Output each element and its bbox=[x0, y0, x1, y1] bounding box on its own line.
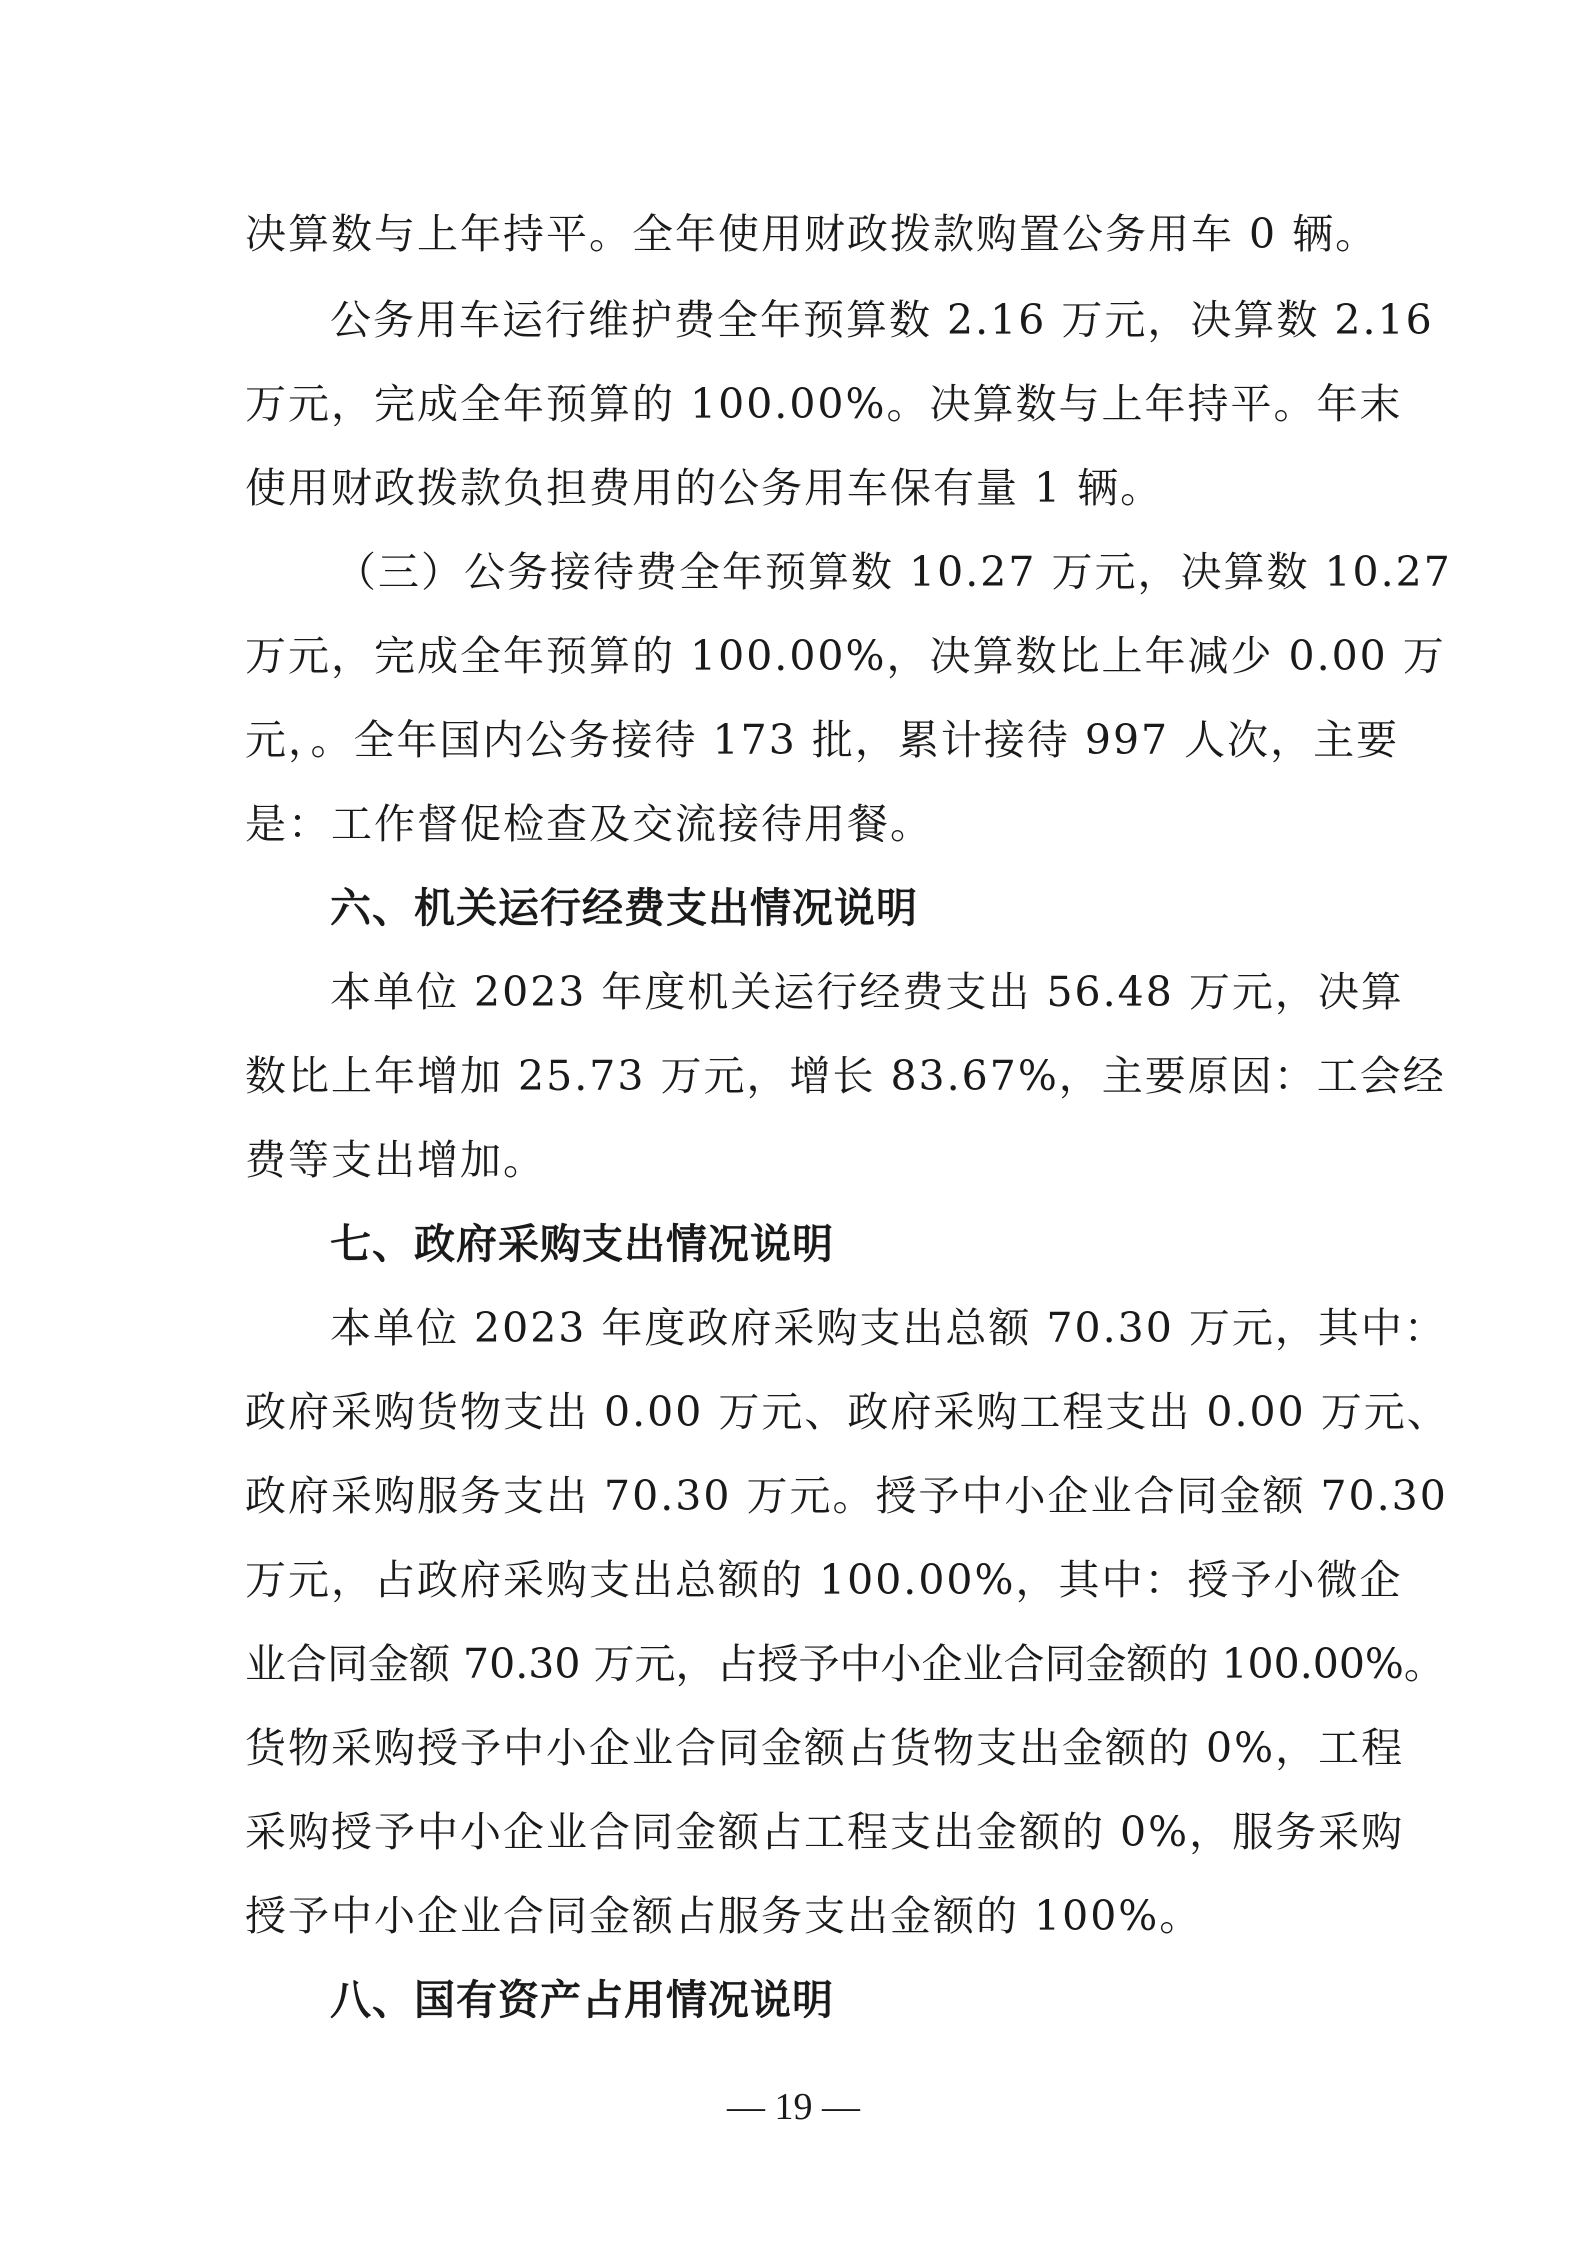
text-line: 政府采购服务支出 70.30 万元。授予中小企业合同金额 70.30 bbox=[245, 1472, 1448, 1520]
text-line: 是：工作督促检查及交流接待用餐。 bbox=[245, 800, 933, 848]
text-line: 本单位 2023 年度政府采购支出总额 70.30 万元，其中： bbox=[330, 1304, 1447, 1352]
text-line: 政府采购货物支出 0.00 万元、政府采购工程支出 0.00 万元、 bbox=[245, 1388, 1450, 1436]
text-line: 采购授予中小企业合同金额占工程支出金额的 0%，服务采购 bbox=[245, 1808, 1405, 1856]
text-line: （三）公务接待费全年预算数 10.27 万元，决算数 10.27 bbox=[335, 548, 1452, 596]
section-heading: 七、政府采购支出情况说明 bbox=[330, 1220, 834, 1268]
text-line: 货物采购授予中小企业合同金额占货物支出金额的 0%，工程 bbox=[245, 1724, 1405, 1772]
text-line: 元，。全年国内公务接待 173 批，累计接待 997 人次，主要 bbox=[245, 716, 1400, 764]
text-line: 决算数与上年持平。全年使用财政拨款购置公务用车 0 辆。 bbox=[245, 210, 1379, 258]
section-heading: 八、国有资产占用情况说明 bbox=[330, 1976, 834, 2024]
text-line: 费等支出增加。 bbox=[245, 1136, 546, 1184]
section-heading: 六、机关运行经费支出情况说明 bbox=[330, 884, 918, 932]
text-line: 使用财政拨款负担费用的公务用车保有量 1 辆。 bbox=[245, 464, 1164, 512]
text-line: 万元，占政府采购支出总额的 100.00%，其中：授予小微企 bbox=[245, 1556, 1403, 1604]
text-line: 万元，完成全年预算的 100.00%，决算数比上年减少 0.00 万 bbox=[245, 632, 1446, 680]
text-line: 本单位 2023 年度机关运行经费支出 56.48 万元，决算 bbox=[330, 968, 1404, 1016]
text-line: 公务用车运行维护费全年预算数 2.16 万元，决算数 2.16 bbox=[330, 296, 1434, 344]
text-line: 数比上年增加 25.73 万元，增长 83.67%，主要原因：工会经 bbox=[245, 1052, 1446, 1100]
page-number: — 19 — bbox=[727, 2086, 860, 2128]
text-line: 授予中小企业合同金额占服务支出金额的 100%。 bbox=[245, 1892, 1203, 1940]
text-line: 万元，完成全年预算的 100.00%。决算数与上年持平。年末 bbox=[245, 380, 1403, 428]
text-line: 业合同金额 70.30 万元，占授予中小企业合同金额的 100.00%。 bbox=[245, 1640, 1445, 1688]
